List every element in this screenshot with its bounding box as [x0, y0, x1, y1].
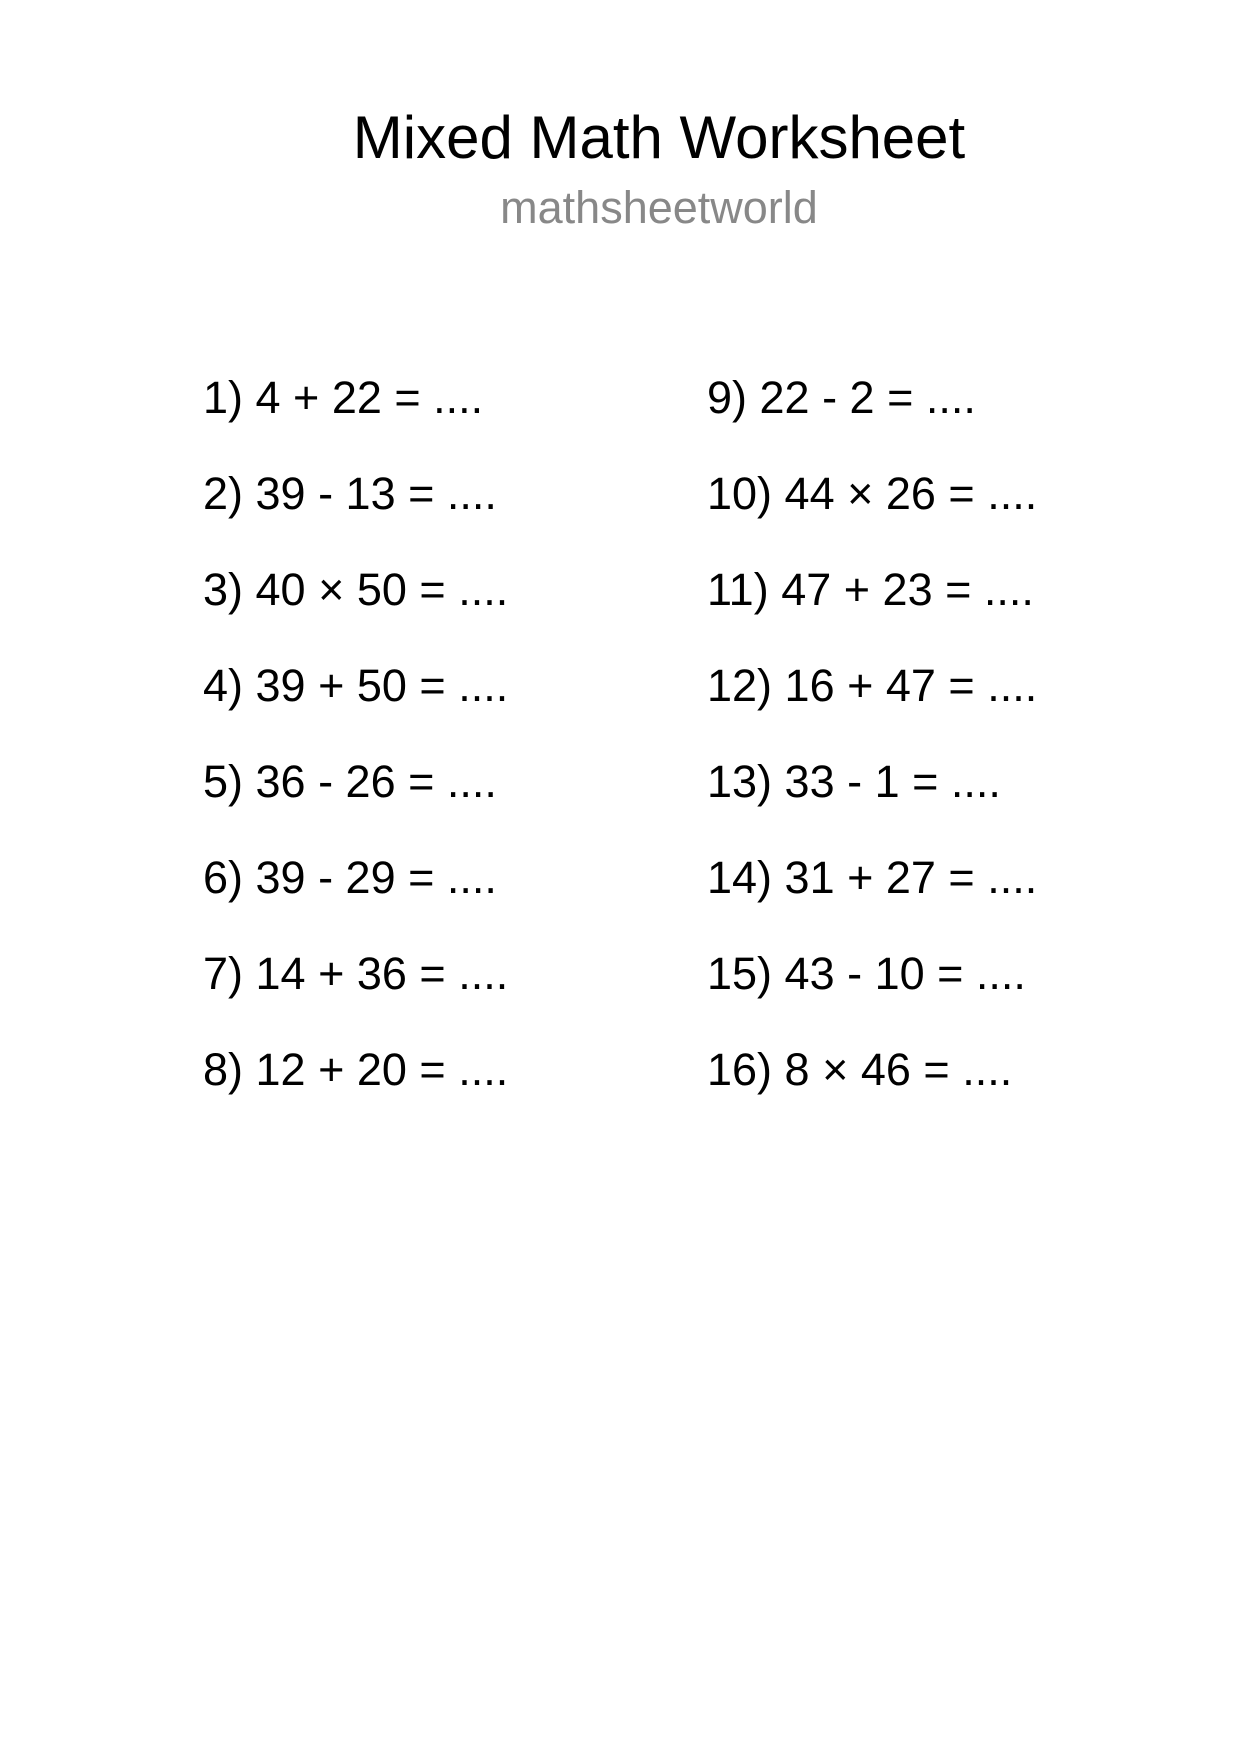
problem-item: 6) 39 - 29 = .... — [203, 852, 497, 903]
worksheet-subtitle: mathsheetworld — [500, 182, 818, 233]
problems-column-left — [203, 350, 508, 1118]
problem-item: 8) 12 + 20 = .... — [203, 1044, 509, 1095]
problem-item: 16) 8 × 46 = .... — [707, 1044, 1013, 1095]
problem-item: 9) 22 - 2 = .... — [707, 372, 976, 423]
problem-item: 10) 44 × 26 = .... — [707, 468, 1038, 519]
problem-item: 14) 31 + 27 = .... — [707, 852, 1038, 903]
problem-item: 2) 39 - 13 = .... — [203, 468, 497, 519]
problem-item: 11) 47 + 23 = .... — [707, 564, 1034, 615]
problem-item: 1) 4 + 22 = .... — [203, 372, 484, 423]
problem-item: 4) 39 + 50 = .... — [203, 660, 509, 711]
problem-item: 7) 14 + 36 = .... — [203, 948, 509, 999]
problem-item: 15) 43 - 10 = .... — [707, 948, 1026, 999]
worksheet-title: Mixed Math Worksheet — [352, 104, 966, 171]
problem-item: 12) 16 + 47 = .... — [707, 660, 1038, 711]
problem-item: 13) 33 - 1 = .... — [707, 756, 1001, 807]
problem-item: 5) 36 - 26 = .... — [203, 756, 497, 807]
problem-item: 3) 40 × 50 = .... — [203, 564, 509, 615]
problems-column-right — [707, 350, 1037, 1118]
